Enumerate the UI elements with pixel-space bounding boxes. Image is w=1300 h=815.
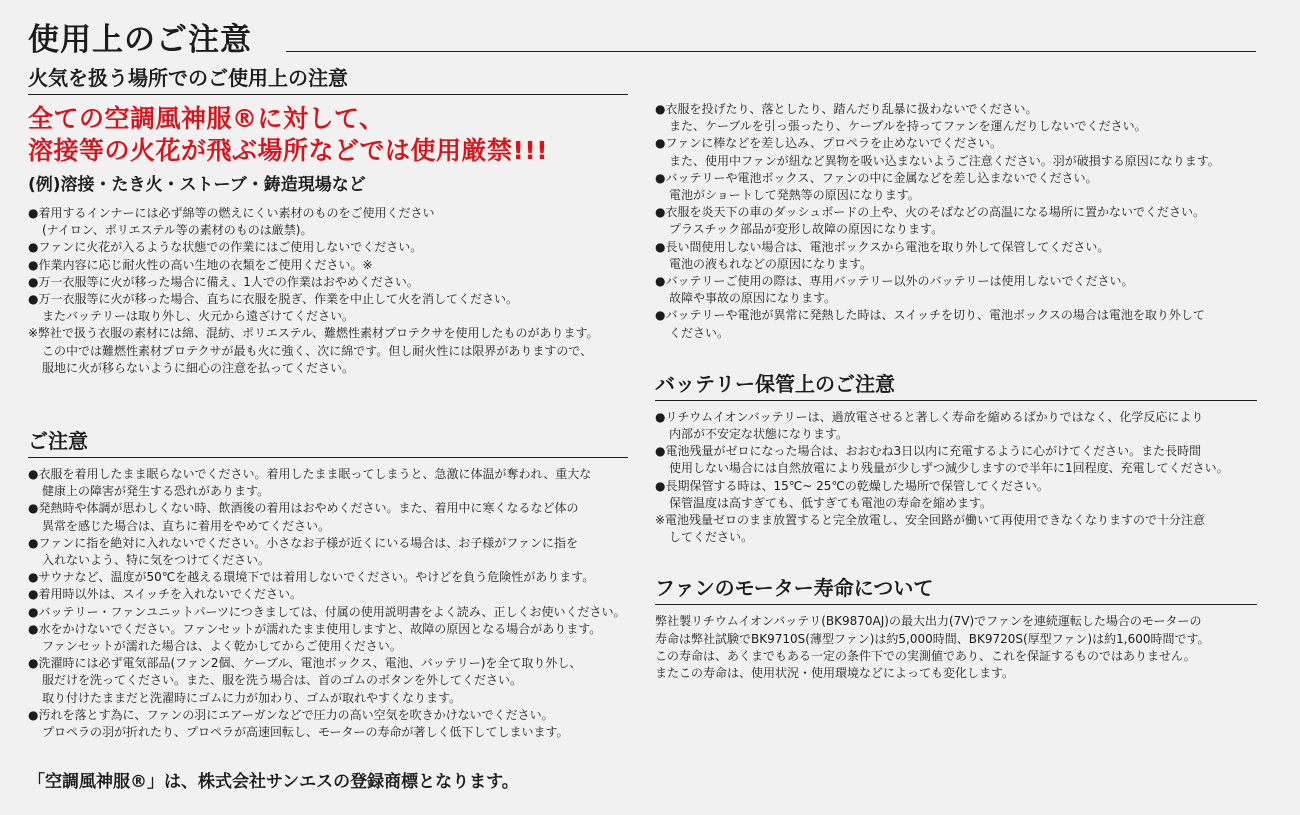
list-item [28, 466, 628, 500]
list-item [28, 291, 628, 325]
list-item [655, 307, 1257, 341]
list-item [28, 239, 628, 256]
list-item [28, 586, 628, 603]
item-text: ●ファンに指を絶対に入れないでください。小さなお子様が近くにいる場合は、お子様がファンに指を [28, 535, 578, 550]
list-item [28, 655, 628, 707]
item-text: ●長い間使用しない場合は、電池ボックスから電池を取り外して保管してください。 [655, 239, 1110, 254]
item-text-continued: 健康上の障害が発生する恐れがあります。 [42, 484, 270, 499]
fire-caution-list [28, 205, 628, 377]
item-text-continued: また、ケーブルを引っ張ったり、ケーブルを持ってファンを運んだりしないでください。 [669, 119, 1147, 134]
item-text-continued: 内部が不安定な状態になります。 [669, 427, 849, 442]
list-item [655, 443, 1257, 477]
title-rule [286, 51, 1256, 52]
fire-warning-line: 溶接等の火花が飛ぶ場所などでは使用厳禁!!! [28, 136, 549, 165]
item-text: ●ファンに棒などを差し込み、プロペラを止めないでください。 [655, 136, 1002, 151]
item-text-continued: 電池がショートして発熱等の原因になります。 [669, 188, 920, 203]
item-text-continued: プロペラの羽が折れたり、プロペラが高速回転し、モーターの寿命が著しく低下してしまいます。 [42, 725, 569, 740]
list-item [28, 604, 628, 621]
motor-section-heading: ファンのモーター寿命について [655, 572, 1257, 605]
caution-list [28, 466, 628, 741]
item-text-continued: 入れないよう、特に気をつけてください。 [42, 553, 271, 568]
list-item [655, 478, 1257, 512]
left-column [28, 62, 628, 741]
item-text-continued: 取り付けたままだと洗濯時にゴムに力が加わり、ゴムが取れやすくなります。 [42, 690, 462, 705]
item-text: ●万一衣服等に火が移った場合に備え、1人での作業はおやめください。 [28, 274, 419, 289]
item-text-continued: 電池の液もれなどの原因になります。 [669, 256, 873, 271]
page-title: 使用上のご注意 [28, 22, 252, 58]
item-text: ●洗濯時には必ず電気部品(ファン2個、ケーブル、電池ボックス、電池、バッテリー)を全て取り外し、 [28, 656, 582, 671]
list-item [28, 707, 628, 741]
list-item [28, 535, 628, 569]
list-item [28, 500, 628, 534]
list-item [655, 204, 1257, 238]
list-item [28, 569, 628, 586]
list-item [655, 101, 1257, 135]
paragraph-line: 弊社製リチウムイオンバッテリ(BK9870AJ)の最大出力(7V)でファンを連続運転した場合のモーターの [655, 614, 1202, 629]
right-column [655, 101, 1257, 682]
item-text: ●衣服を投げたり、落としたり、踏んだり乱暴に扱わないでください。 [655, 102, 1038, 116]
item-text: ●発熱時や体調が思わしくない時、飲酒後の着用はおやめください。また、着用中に寒くなるなど体の [28, 501, 579, 516]
list-item [28, 325, 628, 377]
caution-section-heading: ご注意 [28, 425, 628, 458]
paragraph-line: またこの寿命は、使用状況・使用環境などによっても変化します。 [655, 666, 1015, 681]
battery-storage-list [655, 409, 1257, 547]
item-text-continued: してください。 [669, 530, 754, 545]
item-text: ●バッテリー・ファンユニットパーツにつきましては、付属の使用説明書をよく読み、正しくお使いください。 [28, 604, 626, 619]
item-text: ●衣服を炎天下の車のダッシュボードの上や、火のそばなどの高温になる場所に置かないでください。 [655, 205, 1205, 220]
item-text: ●サウナなど、温度が50℃を越える環境下では着用しないでください。やけどを負う危険性があります。 [28, 570, 595, 585]
paragraph-line: 寿命は弊社試験でBK9710S(薄型ファン)は約5,000時間、BK9720S(厚型ファン)は約1,600時間です。 [655, 631, 1210, 646]
item-text: ●着用時以外は、スイッチを入れないでください。 [28, 587, 302, 602]
list-item [655, 512, 1257, 546]
handling-caution-list [655, 101, 1257, 342]
item-text: ●バッテリーご使用の際は、専用バッテリー以外のバッテリーは使用しないでください。 [655, 274, 1134, 289]
fire-example: (例)溶接・たき火・ストーブ・鋳造現場など [28, 175, 366, 195]
item-text: ●作業内容に応じ耐火性の高い生地の衣類をご使用ください。※ [28, 257, 373, 272]
item-text-continued: 使用しない場合には自然放電により残量が少しずつ減少しますので半年に1回程度、充電してください。 [669, 461, 1229, 476]
fire-warning [28, 103, 628, 167]
item-text: ※弊社で扱う衣服の素材には綿、混紡、ポリエステル、難燃性素材プロテクサを使用したものがあります。 [28, 326, 599, 341]
list-item [28, 205, 628, 239]
item-text: ●電池残量がゼロになった場合は、おおむね3日以内に充電するように心がけてください。また長時間 [655, 444, 1202, 459]
item-text: ●バッテリーや電池ボックス、ファンの中に金属などを差し込まないでください。 [655, 170, 1098, 185]
list-item [655, 273, 1257, 307]
item-text-continued: プラスチック部品が変形し故障の原因になります。 [669, 222, 944, 237]
item-text: ●着用するインナーには必ず綿等の燃えにくい素材のものをご使用ください [28, 206, 435, 220]
list-item [655, 409, 1257, 443]
list-item [28, 257, 628, 274]
item-text-continued: ください。 [669, 325, 730, 340]
item-text: ●長期保管する時は、15℃~ 25℃の乾燥した場所で保管してください。 [655, 478, 1049, 493]
item-text-continued: 服だけを洗ってください。また、服を洗う場合は、首のゴムのボタンを外してください。 [42, 673, 523, 688]
item-text-continued: 故障や事故の原因になります。 [669, 291, 837, 306]
item-text-continued: 保管温度は高すぎても、低すぎても電池の寿命を縮めます。 [669, 495, 993, 510]
list-item [28, 274, 628, 291]
item-text: ●汚れを落とす為に、ファンの羽にエアーガンなどで圧力の高い空気を吹きかけないでください。 [28, 707, 554, 722]
item-text-continued: 服地に火が移らないように細心の注意を払ってください。 [42, 360, 355, 375]
item-text-continued: この中では難燃性素材プロテクサが最も火に強く、次に綿です。但し耐火性には限界がありますので、 [42, 343, 593, 358]
list-item [655, 135, 1257, 169]
trademark-notice: 「空調風神服®」は、株式会社サンエスの登録商標となります。 [28, 772, 519, 792]
item-text-continued: (ナイロン、ポリエステル等の素材のものは厳禁)。 [42, 223, 313, 238]
paragraph-line: この寿命は、あくまでもある一定の条件下での実測値であり、これを保証するものではありません。 [655, 648, 1196, 663]
list-item [655, 239, 1257, 273]
item-text: ※電池残量ゼロのまま放置すると完全放電し、安全回路が働いて再使用できなくなりますので十分注意 [655, 513, 1206, 528]
battery-section-heading: バッテリー保管上のご注意 [655, 368, 1257, 401]
item-text-continued: ファンセットが濡れた場合は、よく乾かしてからご使用ください。 [42, 639, 402, 654]
list-item [28, 621, 628, 655]
motor-life-paragraph [655, 613, 1257, 682]
item-text-continued: また、使用中ファンが紐など異物を吸い込まないようご注意ください。羽が破損する原因になります。 [669, 153, 1220, 168]
item-text: ●ファンに火花が入るような状態での作業にはご使用しないでください。 [28, 240, 423, 255]
fire-warning-line: 全ての空調風神服®に対して、 [28, 104, 385, 133]
item-text-continued: またバッテリーは取り外し、火元から遠ざけてください。 [42, 309, 355, 324]
item-text: ●万一衣服等に火が移った場合、直ちに衣服を脱ぎ、作業を中止して火を消してください。 [28, 292, 518, 307]
item-text-continued: 異常を感じた場合は、直ちに着用をやめてください。 [42, 518, 331, 533]
fire-section-heading: 火気を扱う場所でのご使用上の注意 [28, 62, 628, 95]
list-item [655, 170, 1257, 204]
item-text: ●バッテリーや電池が異常に発熱した時は、スイッチを切り、電池ボックスの場合は電池を取り外して [655, 308, 1205, 323]
item-text: ●リチウムイオンバッテリーは、過放電させると著しく寿命を縮めるばかりではなく、化学反応により [655, 409, 1204, 424]
item-text: ●水をかけないでください。ファンセットが濡れたまま使用しますと、故障の原因となる場合があります。 [28, 621, 602, 636]
item-text: ●衣服を着用したまま眠らないでください。着用したまま眠ってしまうと、急激に体温が奪われ、重大な [28, 467, 592, 482]
